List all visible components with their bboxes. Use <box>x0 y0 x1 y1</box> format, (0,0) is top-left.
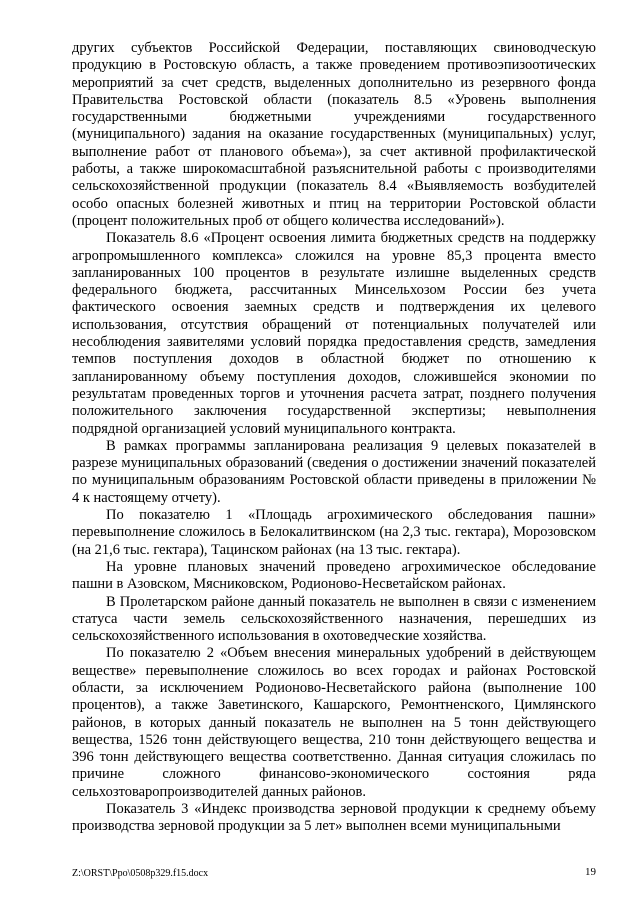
page-number: 19 <box>585 866 596 878</box>
paragraph-indicator-2: По показателю 2 «Объем внесения минеральных удобрений в действующем веществе» перевыполнение сложилось во всех городах и районах Ростовской области, за исключением Родионово-Несветайского района (выполнение 100 процентов), а также Заветинского, Кашарского, Ремонтненского, Цимлянского районов, в которых данный показатель не выполнен на 5 тонн действующего вещества, 1526 тонн действующего вещества, 210 тонн действующего вещества и 396 тонн действующего вещества соответственно. Данная ситуация сложилась по причине сложного финансово-экономического состояния ряда сельхозтоваропроизводителей данных районов. <box>72 645 596 800</box>
footer-file-path: Z:\ORST\Ppo\0508p329.f15.docx <box>72 868 209 879</box>
paragraph-continuation: других субъектов Российской Федерации, поставляющих свиноводческую продукцию в Ростовскую область, а также проведением противоэпизоотических мероприятий за счет средств, выделенных дополнительно из резервного фонда Правительства Ростовской области (показатель 8.5 «Уровень выполнения государственными бюджетными учреждениями государственного (муниципального) задания на оказание государственных (муниципальных) услуг, выполнение работ от планового объема»), за счет активной профилактической работы, а также широкомасштабной разъяснительной работы с производителями сельскохозяйственной продукции (показатель 8.4 «Выявляемость возбудителей особо опасных болезней животных и птиц на территории Ростовской области (процент положительных проб от общего количества исследований»). <box>72 40 596 229</box>
document-body <box>72 40 596 836</box>
paragraph-indicator-8-6: Показатель 8.6 «Процент освоения лимита бюджетных средств на поддержку агропромышленного комплекса» сложился на уровне 85,3 процента вместо запланированных 100 процентов в результате излишне выделенных средств федерального бюджета, рассчитанных Минсельхозом России без учета фактического освоения заемных средств и подтверждения их целевого использования, отсутствия обращений от потенциальных получателей или несоблюдения заявителями условий порядка предоставления средств, замедления темпов поступления доходов в областной бюджет по отношению к запланированному объему поступления доходов, сложившейся экономии по результатам проведенных торгов и уточнения расчета затрат, позднего получения положительного заключения государственной экспертизы; невыполнения подрядной организацией условий муниципального контракта. <box>72 230 596 437</box>
paragraph-planned-level: На уровне плановых значений проведено агрохимическое обследование пашни в Азовском, Мясниковском, Родионово-Несветайском районах. <box>72 558 596 593</box>
paragraph-proletarsky-district: В Пролетарском районе данный показатель не выполнен в связи с изменением статуса части земель сельскохозяйственного назначения, перешедших из сельскохозяйственного использования в охотоведческие хозяйства. <box>72 593 596 645</box>
paragraph-municipal-indicators: В рамках программы запланирована реализация 9 целевых показателей в разрезе муниципальных образований (сведения о достижении значений показателей по муниципальным образованиям Ростовской области приведены в приложении № 4 к настоящему отчету). <box>72 437 596 506</box>
paragraph-indicator-3: Показатель 3 «Индекс производства зерновой продукции к среднему объему производства зерновой продукции за 5 лет» выполнен всеми муниципальными <box>72 801 596 835</box>
paragraph-indicator-1: По показателю 1 «Площадь агрохимического обследования пашни» перевыполнение сложилось в Белокалитвинском (на 2,3 тыс. гектара), Морозовском (на 21,6 тыс. гектара), Тацинском районах (на 13 тыс. гектара). <box>72 507 596 558</box>
